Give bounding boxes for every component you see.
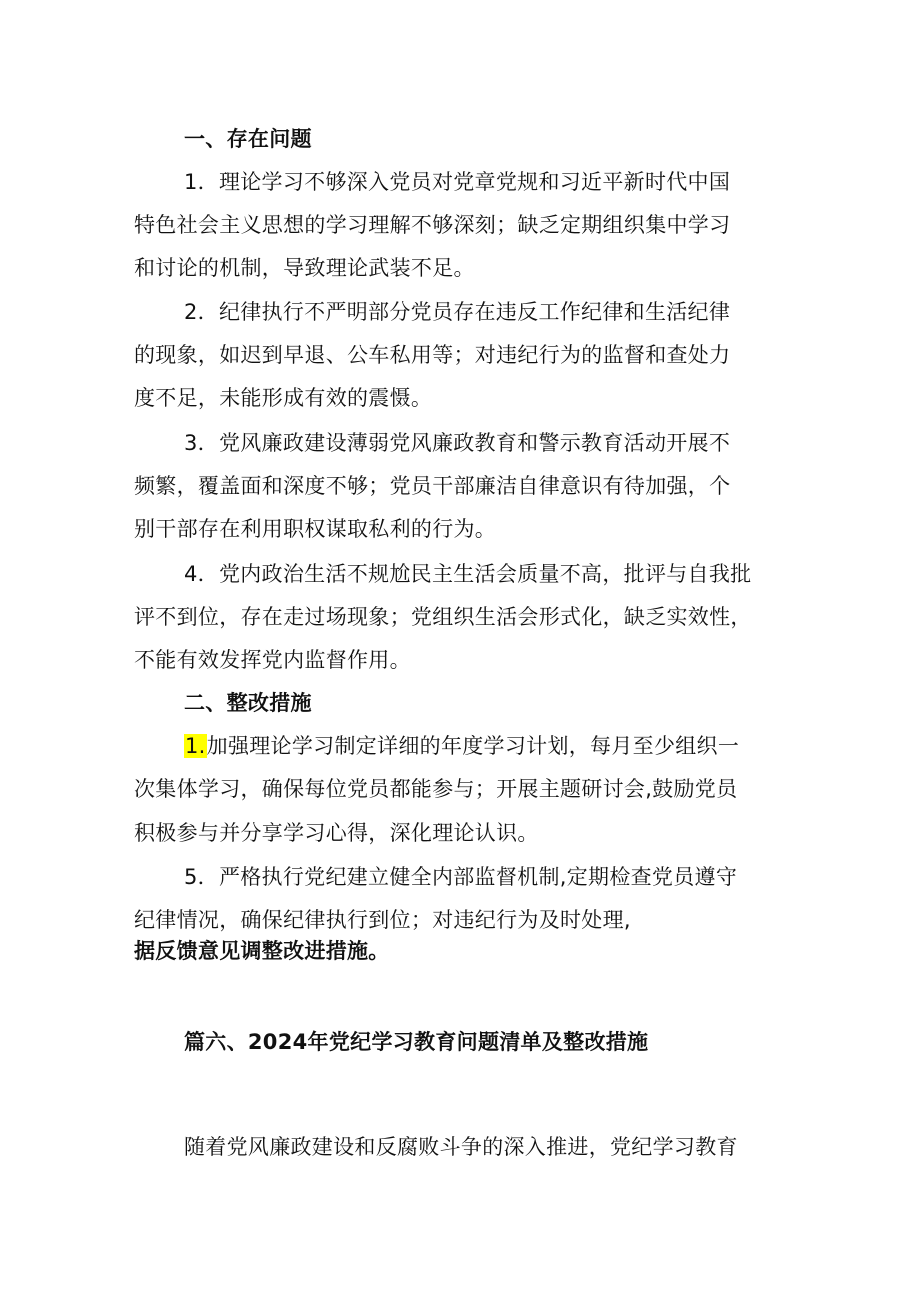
paragraph-line: 度不足，未能形成有效的震慑。 — [134, 386, 433, 410]
paragraph-line: 评不到位，存在走过场现象；党组织生活会形式化，缺乏实效性， — [134, 605, 752, 629]
paragraph-line: 的现象，如迟到早退、公车私用等；对违纪行为的监督和查处力 — [134, 343, 731, 367]
paragraph-line: 纪律情况，确保纪律执行到位；对违纪行为及时处理, — [134, 908, 631, 932]
paragraph-line: 频繁，覆盖面和深度不够；党员干部廉洁自律意识有待加强，个 — [134, 474, 731, 498]
highlighted-number: 1. — [185, 734, 206, 758]
paragraph-line: 别干部存在利用职权谋取私利的行为。 — [134, 517, 497, 541]
paragraph-line: 和讨论的机制，导致理论武装不足。 — [134, 256, 475, 280]
bold-paragraph-line: 据反馈意见调整改进措施。 — [134, 939, 390, 963]
paragraph-line: 5．严格执行党纪建立健全内部监督机制,定期检查党员遵守 — [184, 865, 738, 889]
paragraph-line: 1．理论学习不够深入党员对党章党规和习近平新时代中国 — [184, 170, 731, 194]
paragraph-text: 加强理论学习制定详细的年度学习计划，每月至少组织一 — [206, 734, 740, 758]
paragraph-line: 积极参与并分享学习心得，深化理论认识。 — [134, 821, 539, 845]
paragraph-line: 不能有效发挥党内监督作用。 — [134, 648, 411, 672]
paragraph-line: 3．党风廉政建设薄弱党风廉政教育和警示教育活动开展不 — [184, 431, 731, 455]
paragraph-line: 4．党内政治生活不规尬民主生活会质量不高，批评与自我批 — [184, 562, 752, 586]
section-heading-problems: 一、存在问题 — [184, 127, 312, 151]
intro-paragraph-line: 随着党风廉政建设和反腐败斗争的深入推进，党纪学习教育 — [184, 1135, 738, 1159]
section-heading-measures: 二、整改措施 — [184, 691, 312, 715]
paragraph-line: 次集体学习，确保每位党员都能参与；开展主题研讨会,鼓励党员 — [134, 777, 738, 801]
chapter-title: 篇六、2024年党纪学习教育问题清单及整改措施 — [184, 1030, 649, 1054]
paragraph-line: 特色社会主义思想的学习理解不够深刻；缺乏定期组织集中学习 — [134, 213, 731, 237]
paragraph-line: 2．纪律执行不严明部分党员存在违反工作纪律和生活纪律 — [184, 300, 731, 324]
paragraph-line — [184, 731, 739, 761]
